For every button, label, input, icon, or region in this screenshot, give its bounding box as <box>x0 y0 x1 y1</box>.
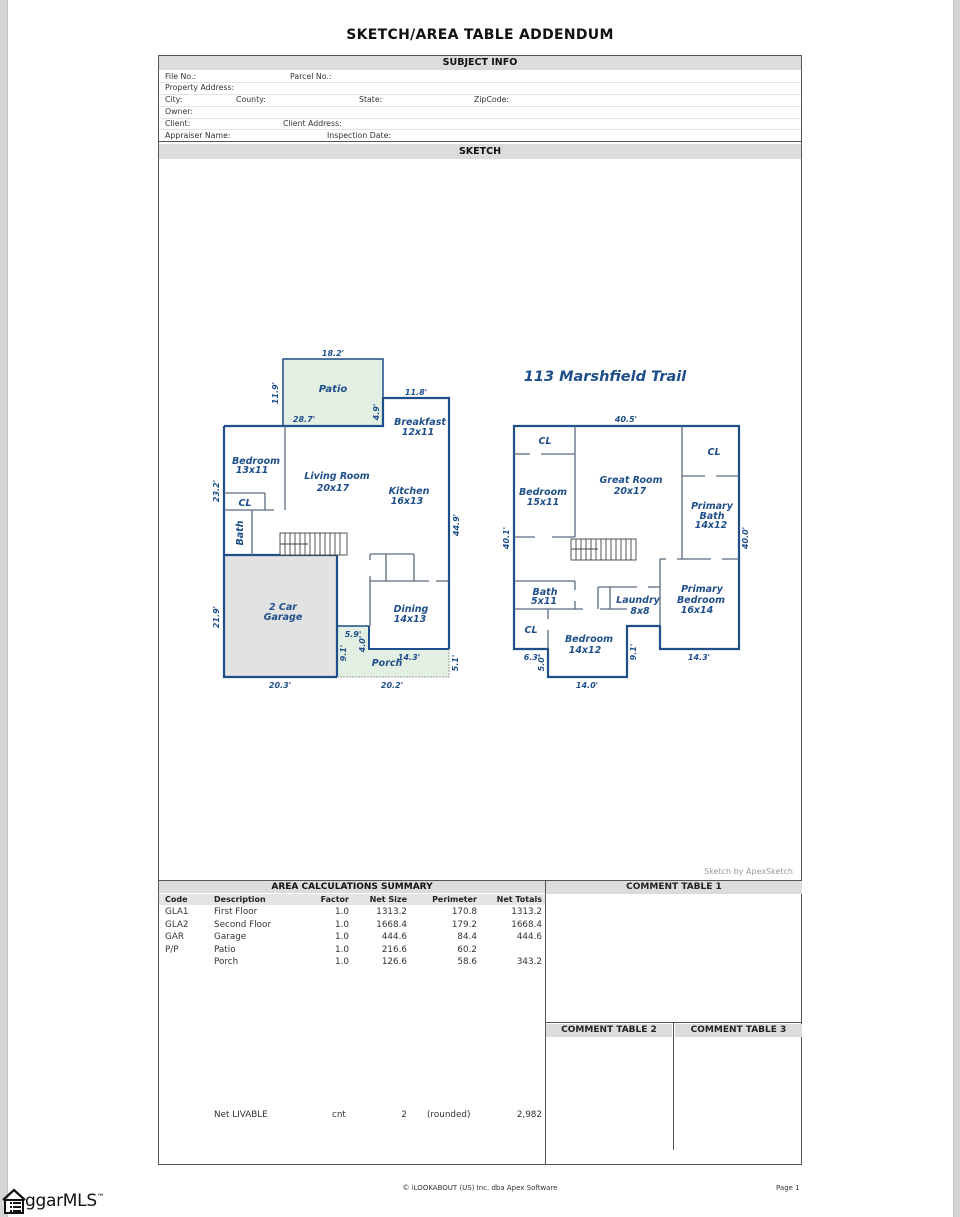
stairs-icon <box>280 533 347 555</box>
row-description: First Floor <box>214 907 258 917</box>
first-floor-plan <box>212 349 461 690</box>
svg-text:5.9': 5.9' <box>344 630 362 639</box>
svg-text:13x11: 13x11 <box>235 465 269 476</box>
row-description: Porch <box>214 957 239 967</box>
row-perimeter: 84.4 <box>457 932 477 942</box>
svg-text:28.7': 28.7' <box>292 415 316 424</box>
svg-text:23.2': 23.2' <box>212 479 221 503</box>
row-perimeter: 60.2 <box>457 944 477 955</box>
row-factor: 1.0 <box>335 919 349 930</box>
subject-info-header: SUBJECT INFO <box>159 56 801 70</box>
row-code: GAR <box>165 932 184 942</box>
house-icon <box>1 1187 27 1215</box>
row-code: GLA1 <box>165 907 189 917</box>
svg-text:14x12: 14x12 <box>568 645 602 656</box>
svg-text:11.8': 11.8' <box>404 388 428 397</box>
svg-text:40.0': 40.0' <box>741 526 750 550</box>
inspection-date-label: Inspection Date: <box>327 130 392 140</box>
svg-text:5.0': 5.0' <box>537 654 546 672</box>
row-description: Garage <box>214 932 247 942</box>
stairs-icon <box>571 539 636 560</box>
net-livable-type: cnt <box>332 1110 346 1120</box>
svg-text:9.1': 9.1' <box>629 643 638 661</box>
svg-text:20.2': 20.2' <box>380 681 404 690</box>
row-description: Patio <box>214 944 236 955</box>
svg-text:9.1': 9.1' <box>339 644 348 662</box>
area-calc-header: AREA CALCULATIONS SUMMARY <box>159 881 545 893</box>
svg-text:20x17: 20x17 <box>613 486 647 497</box>
svg-text:14x12: 14x12 <box>694 520 728 531</box>
row-perimeter: 170.8 <box>451 907 477 917</box>
document-title: SKETCH/AREA TABLE ADDENDUM <box>346 27 614 43</box>
row-net-totals: 1313.2 <box>511 907 542 917</box>
svg-text:CL: CL <box>707 447 721 458</box>
svg-text:Primary: Primary <box>691 501 733 512</box>
row-net-size: 126.6 <box>381 957 407 967</box>
svg-text:Kitchen: Kitchen <box>388 486 430 497</box>
row-net-size: 216.6 <box>381 944 407 955</box>
svg-text:14.3': 14.3' <box>397 653 421 662</box>
col-description: Description <box>214 895 266 904</box>
sketch-header: SKETCH <box>159 144 801 159</box>
net-livable-total: 2,982 <box>516 1110 542 1120</box>
row-factor: 1.0 <box>335 932 349 942</box>
col-net-totals: Net Totals <box>496 895 542 904</box>
row-perimeter: 179.2 <box>451 919 477 930</box>
page-number: Page 1 <box>776 1184 800 1192</box>
row-code: P/P <box>165 944 179 955</box>
row-factor: 1.0 <box>335 957 349 967</box>
second-floor-plan <box>502 415 750 690</box>
svg-text:12x11: 12x11 <box>401 427 435 438</box>
comment-table-1-header: COMMENT TABLE 1 <box>546 881 802 894</box>
net-livable-label: Net LIVABLE <box>214 1110 268 1120</box>
row-factor: 1.0 <box>335 944 349 955</box>
svg-text:Patio: Patio <box>318 384 348 395</box>
row-net-totals: 444.6 <box>516 932 542 942</box>
svg-text:20.3': 20.3' <box>268 681 292 690</box>
svg-text:Porch: Porch <box>371 658 403 669</box>
row-code: GLA2 <box>165 919 189 930</box>
svg-text:5.1': 5.1' <box>451 654 460 672</box>
svg-text:14.3': 14.3' <box>687 653 711 662</box>
svg-text:CL: CL <box>524 625 538 636</box>
net-livable-count: 2 <box>401 1110 407 1120</box>
row-net-totals: 343.2 <box>516 957 542 967</box>
svg-text:Bedroom: Bedroom <box>564 634 614 645</box>
mls-logo <box>1 1187 105 1215</box>
row-net-totals: 1668.4 <box>511 919 542 930</box>
svg-text:18.2': 18.2' <box>321 349 345 358</box>
col-factor: Factor <box>320 895 349 904</box>
svg-text:Breakfast: Breakfast <box>394 417 446 428</box>
svg-text:4.9': 4.9' <box>372 403 381 421</box>
copyright-footer: © iLOOKABOUT (US) Inc. dba Apex Software <box>402 1184 558 1192</box>
svg-text:5x11: 5x11 <box>531 596 557 607</box>
property-address-label: Property Address: <box>165 83 235 93</box>
svg-text:21.9': 21.9' <box>212 605 221 629</box>
address-label: 113 Marshfield Trail <box>523 369 687 385</box>
row-net-size: 1313.2 <box>376 907 407 917</box>
svg-text:CL: CL <box>238 498 252 509</box>
county-label: County: <box>236 95 266 105</box>
zipcode-label: ZipCode: <box>474 95 510 105</box>
svg-text:Bath: Bath <box>532 587 558 598</box>
svg-text:Primary: Primary <box>681 584 723 595</box>
svg-text:CL: CL <box>538 436 552 447</box>
svg-text:2 Car: 2 Car <box>269 602 297 613</box>
svg-text:44.9': 44.9' <box>452 513 461 537</box>
client-address-label: Client Address: <box>283 118 342 128</box>
svg-text:20x17: 20x17 <box>316 483 350 494</box>
svg-text:Bath: Bath <box>699 511 725 522</box>
svg-text:Bedroom: Bedroom <box>231 456 281 467</box>
col-net-size: Net Size <box>369 895 407 904</box>
svg-text:Bath: Bath <box>235 520 246 546</box>
row-perimeter: 58.6 <box>457 957 477 967</box>
col-code: Code <box>165 895 188 904</box>
svg-text:11.9': 11.9' <box>271 381 280 405</box>
svg-text:16x14: 16x14 <box>680 605 714 616</box>
svg-text:Bedroom: Bedroom <box>676 595 726 606</box>
svg-text:4.0': 4.0' <box>358 635 367 653</box>
svg-text:Bedroom: Bedroom <box>518 487 568 498</box>
sketch-credit: Sketch by ApexSketch <box>704 867 793 876</box>
svg-text:Great Room: Great Room <box>599 475 663 486</box>
logo-text: ggarMLS™ <box>25 1191 105 1211</box>
svg-text:40.5': 40.5' <box>614 415 638 424</box>
appraiser-name-label: Appraiser Name: <box>165 130 231 140</box>
svg-text:6.3': 6.3' <box>523 653 541 662</box>
svg-text:Living Room: Living Room <box>304 471 370 482</box>
net-livable-note: (rounded) <box>427 1110 471 1120</box>
client-label: Client: <box>165 118 191 128</box>
svg-text:Laundry: Laundry <box>616 595 660 606</box>
svg-text:16x13: 16x13 <box>390 496 424 507</box>
svg-text:15x11: 15x11 <box>526 497 560 508</box>
svg-text:Dining: Dining <box>393 604 429 615</box>
row-net-size: 444.6 <box>381 932 407 942</box>
comment-table-2-header: COMMENT TABLE 2 <box>546 1024 672 1037</box>
svg-text:40.1': 40.1' <box>502 526 511 550</box>
svg-text:14.0': 14.0' <box>575 681 599 690</box>
row-factor: 1.0 <box>335 907 349 917</box>
city-label: City: <box>165 95 183 105</box>
parcel-no-label: Parcel No.: <box>290 71 332 81</box>
svg-text:8x8: 8x8 <box>630 606 650 617</box>
col-perimeter: Perimeter <box>432 895 477 904</box>
owner-label: Owner: <box>165 106 193 116</box>
svg-text:14x13: 14x13 <box>393 614 427 625</box>
svg-text:Garage: Garage <box>263 612 303 623</box>
comment-table-3-header: COMMENT TABLE 3 <box>675 1024 802 1037</box>
row-net-size: 1668.4 <box>376 919 407 930</box>
file-no-label: File No.: <box>165 71 197 81</box>
row-description: Second Floor <box>214 919 272 930</box>
state-label: State: <box>359 95 383 105</box>
